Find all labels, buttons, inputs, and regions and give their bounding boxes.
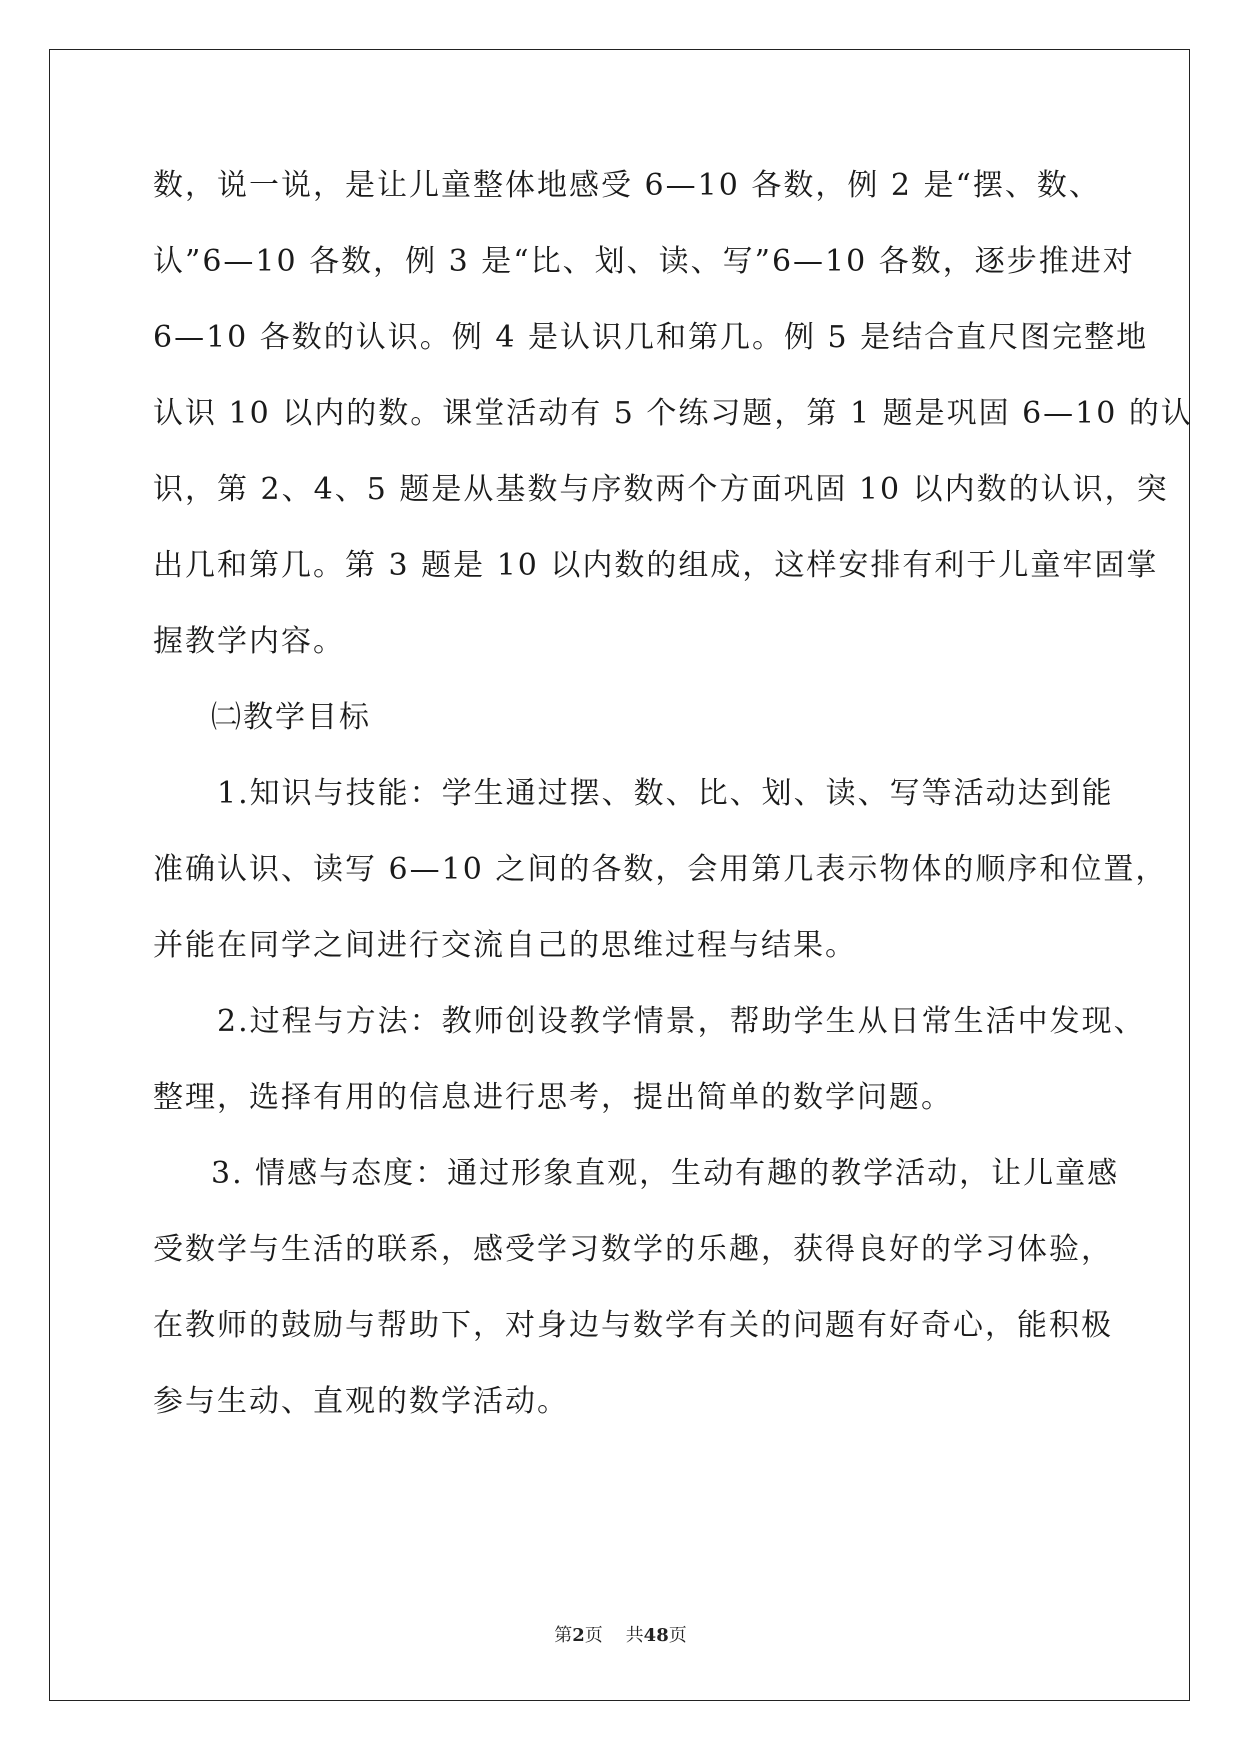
text-line: 识，第 2、4、5 题是从基数与序数两个方面巩固 10 以内数的认识，突 <box>153 472 1169 507</box>
text-line: 1.知识与技能：学生通过摆、数、比、划、读、写等活动达到能 <box>217 776 1114 811</box>
page-prefix: 第 <box>554 1625 573 1646</box>
text-line: 数，说一说，是让儿童整体地感受 6—10 各数，例 2 是“摆、数、 <box>153 168 1101 203</box>
text-line: 出几和第几。第 3 题是 10 以内数的组成，这样安排有利于儿童牢固掌 <box>153 548 1159 583</box>
text-line: 认”6—10 各数，例 3 是“比、划、读、写”6—10 各数，逐步推进对 <box>153 244 1135 279</box>
total-suffix: 页 <box>668 1625 687 1646</box>
text-line: 2.过程与方法：教师创设教学情景，帮助学生从日常生活中发现、 <box>217 1004 1146 1039</box>
page-footer <box>0 1624 1241 1648</box>
text-line: 3. 情感与态度：通过形象直观，生动有趣的教学活动，让儿童感 <box>211 1156 1120 1191</box>
text-line: 受数学与生活的联系，感受学习数学的乐趣，获得良好的学习体验， <box>153 1232 1113 1267</box>
text-line: 在教师的鼓励与帮助下，对身边与数学有关的问题有好奇心，能积极 <box>153 1308 1113 1343</box>
total-prefix: 共 <box>625 1625 644 1646</box>
text-line: 并能在同学之间进行交流自己的思维过程与结果。 <box>153 928 857 963</box>
text-line: 整理，选择有用的信息进行思考，提出简单的数学问题。 <box>153 1080 953 1115</box>
page-total: 48 <box>643 1625 669 1646</box>
text-line: 6—10 各数的认识。例 4 是认识几和第几。例 5 是结合直尺图完整地 <box>153 320 1149 355</box>
text-line: 参与生动、直观的数学活动。 <box>153 1384 569 1419</box>
text-line: 握教学内容。 <box>153 624 345 659</box>
text-line: 准确认识、读写 6—10 之间的各数，会用第几表示物体的顺序和位置， <box>153 852 1168 887</box>
page-current: 2 <box>572 1625 585 1646</box>
text-line: 认识 10 以内的数。课堂活动有 5 个练习题，第 1 题是巩固 6—10 的认 <box>153 396 1193 431</box>
page-suffix: 页 <box>584 1625 603 1646</box>
section-heading: ㈡教学目标 <box>211 700 371 735</box>
